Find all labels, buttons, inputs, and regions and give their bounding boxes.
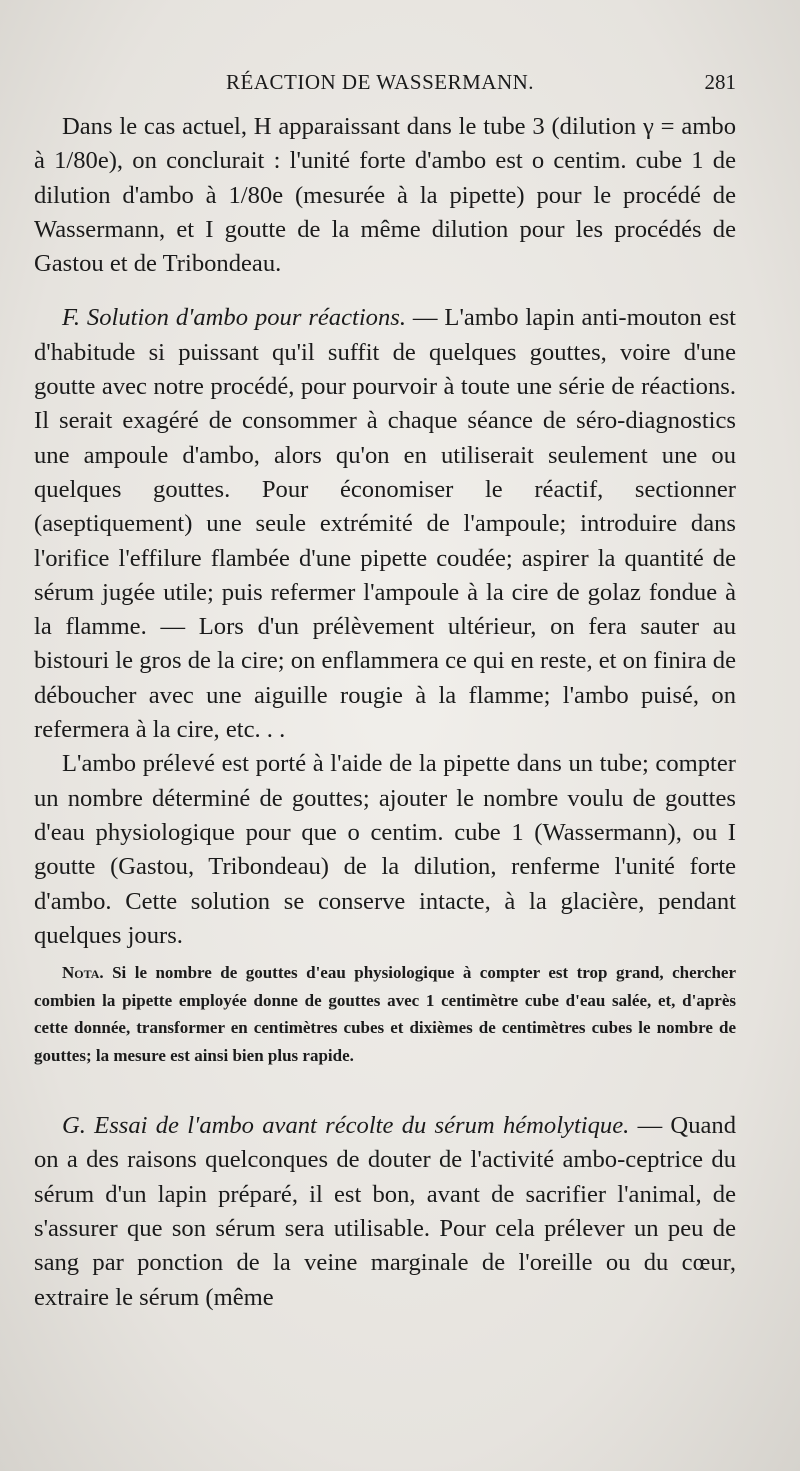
section-f-paragraph	[34, 301, 736, 747]
nota-label: Nota.	[62, 963, 104, 983]
section-f-heading: F. Solution d'ambo pour réactions.	[62, 304, 406, 332]
page-number: 281	[704, 70, 736, 94]
nota-text: Si le nombre de gouttes d'eau physiologique à compter est trop grand, chercher combien la pipette employée donne de gouttes avec 1 centimètre cube d'eau salée, et, d'après cette donnée, transformer en centimètres cubes et dixièmes de centimètres cubes le nombre de gouttes; la mesure est ainsi bien plus rapide.	[34, 963, 736, 1065]
section-g-heading: G. Essai de l'ambo avant récolte du sérum hémolytique.	[62, 1112, 630, 1140]
paragraph-dilution-conclusion: Dans le cas actuel, H apparaissant dans le tube 3 (dilution γ = ambo à 1/80e), on conclurait : l'unité forte d'ambo est o centim. cube 1 de dilution d'ambo à 1/80e (mesurée à la pipette) pour le procédé de Wassermann, et I goutte de la même dilution pour les procédés de Gastou et de Tribondeau.	[34, 113, 736, 278]
section-f-text: — L'ambo lapin anti-mouton est d'habitude si puissant qu'il suffit de quelques gouttes, voire d'une goutte avec notre procédé, pour pourvoir à toute une série de réactions. Il serait exagéré de consommer à chaque séance de séro-diagnostics une ampoule d'ambo, alors qu'on en utiliserait seulement une ou quelques gouttes. Pour économiser le réactif, sectionner (aseptiquement) une seule extrémité de l'ampoule; introduire dans l'orifice l'effilure flambée d'une pipette coudée; aspirer la quantité de sérum jugée utile; puis refermer l'ampoule à la cire de golaz fondue à la flamme. — Lors d'un prélèvement ultérieur, on fera sauter au bistouri le gros de la cire; on enflammera ce qui en reste, et on finira de déboucher avec une aiguille rougie à la flamme; l'ambo puisé, on refermera à la cire, etc. . .	[34, 304, 737, 744]
running-title: RÉACTION DE WASSERMANN.	[226, 70, 535, 94]
nota-paragraph	[34, 959, 736, 1069]
body-text	[34, 110, 736, 1315]
paragraph-ambo-dilution: L'ambo prélevé est porté à l'aide de la pipette dans un tube; compter un nombre déterminé de gouttes; ajouter le nombre voulu de gouttes d'eau physiologique pour que o centim. cube 1 (Wassermann), ou I goutte (Gastou, Tribondeau) de la dilution, renferme l'unité forte d'ambo. Cette solution se conserve intacte, à la glacière, pendant quelques jours.	[34, 750, 736, 949]
page-header	[36, 70, 736, 104]
section-g-paragraph	[34, 1109, 736, 1315]
section-g-text: — Quand on a des raisons quelconques de douter de l'activité ambo-ceptrice du sérum d'un lapin préparé, il est bon, avant de sacrifier l'animal, de s'assurer que son sérum sera utilisable. Pour cela prélever un peu de sang par ponction de la veine marginale de l'oreille ou du cœur, extraire le sérum (même	[34, 1112, 736, 1311]
